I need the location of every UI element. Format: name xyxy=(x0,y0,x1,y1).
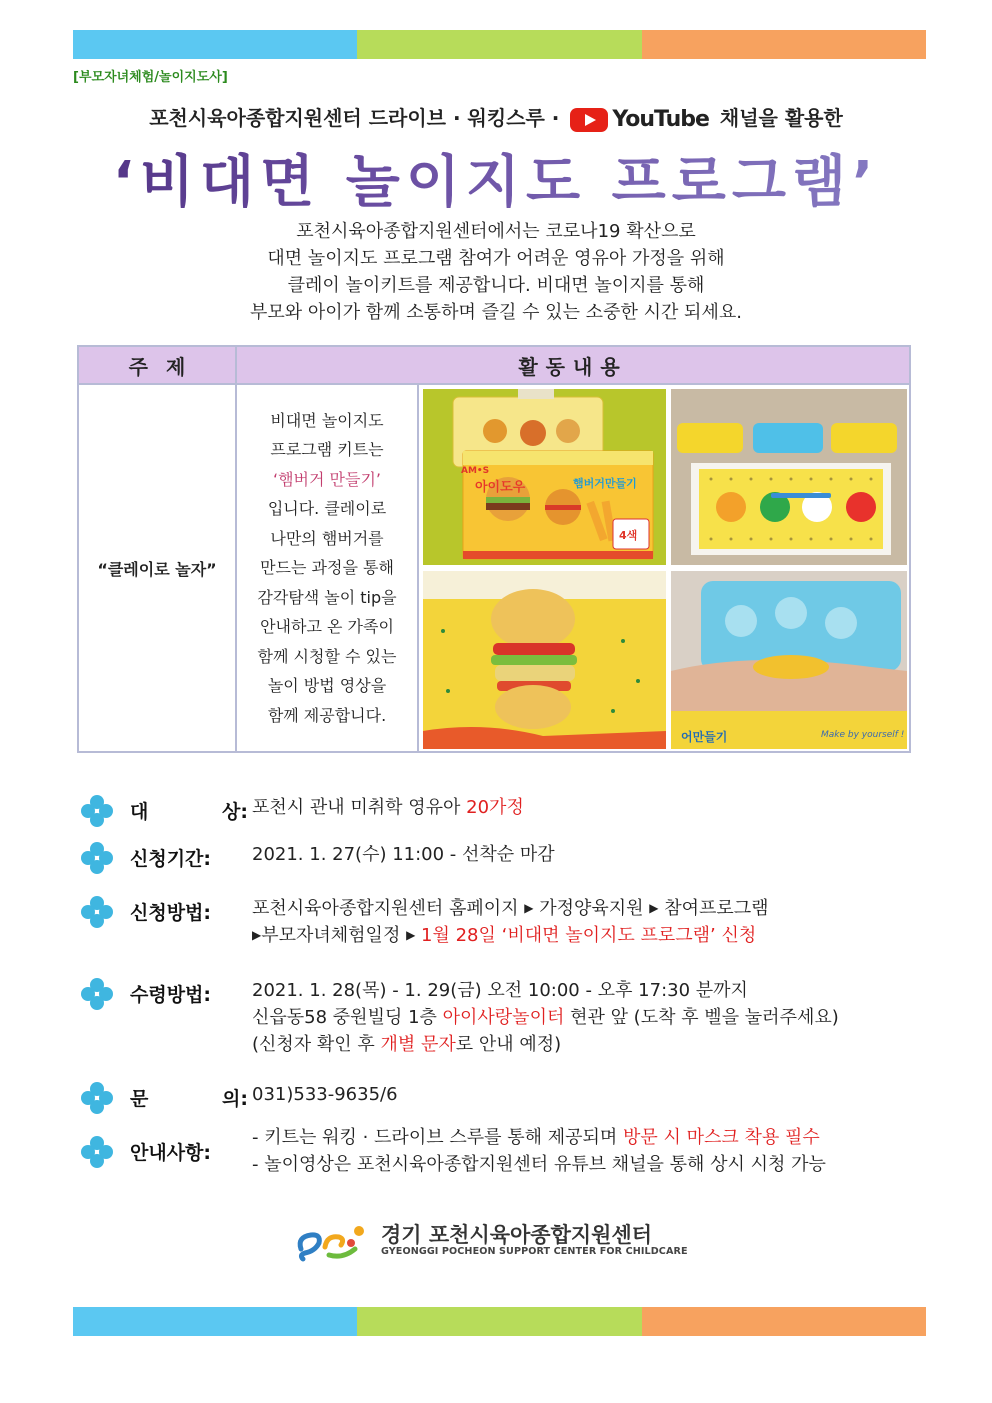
clover-icon xyxy=(80,895,114,929)
info-contact xyxy=(80,1084,920,1115)
kit-product-label: 햄버거만들기 xyxy=(573,477,637,490)
info-target xyxy=(80,797,920,828)
contact-label-a: 문 xyxy=(130,1088,149,1110)
info-notes xyxy=(80,1127,920,1178)
desc-line: 함께 제공합니다. xyxy=(267,705,387,725)
description-cell xyxy=(237,385,419,751)
target-value xyxy=(252,794,524,821)
method-step-home: 포천시육아종합지원센터 홈페이지 xyxy=(252,898,525,919)
method-step-apply: 1월 28일 ‘비대면 놀이지도 프로그램’ 신청 xyxy=(415,925,757,946)
info-period xyxy=(80,844,920,875)
desc-line: 놀이 방법 영상을 xyxy=(267,676,387,696)
receive-line-2 xyxy=(252,1004,839,1031)
method-line-2 xyxy=(252,922,769,949)
header-topic: 주제 xyxy=(79,347,237,383)
hand-mold-image xyxy=(671,571,907,749)
desc-line: 만드는 과정을 통해 xyxy=(260,558,394,578)
notes-label: 안내사항: xyxy=(130,1142,212,1164)
desc-line-highlight: ‘햄버거 만들기’ xyxy=(273,469,381,489)
notes-value xyxy=(252,1124,826,1178)
clover-icon xyxy=(80,1081,114,1115)
contact-value: 031)533-9635/6 xyxy=(252,1084,398,1105)
info-method xyxy=(80,898,920,949)
target-label xyxy=(130,797,248,824)
receive-line-3 xyxy=(252,1031,839,1058)
top-color-bar xyxy=(73,30,926,59)
receive-note-a: (신청자 확인 후 xyxy=(252,1034,381,1055)
method-value xyxy=(252,895,769,949)
kit-name-label: 아이도우 xyxy=(475,480,526,495)
topic-text: “클레이로 놀자” xyxy=(97,559,217,579)
clover-icon xyxy=(80,841,114,875)
clover-icon xyxy=(80,794,114,828)
receive-note-highlight: 개별 문자 xyxy=(380,1034,456,1055)
receive-label: 수령방법: xyxy=(130,984,212,1006)
receive-place-note: 현관 앞 (도착 후 벨을 눌러주세요) xyxy=(564,1007,839,1028)
info-receive xyxy=(80,980,920,1058)
bottom-color-bar xyxy=(73,1307,926,1336)
bottom-bar-green xyxy=(357,1307,641,1336)
desc-line: 나만의 햄버거를 xyxy=(270,528,384,548)
center-logo-english: GYEONGGI POCHEON SUPPORT CENTER FOR CHILDCARE xyxy=(381,1246,688,1257)
subtitle-before: 포천시육아종합지원센터 드라이브 · 워킹스루 · xyxy=(149,106,567,130)
method-line-1 xyxy=(252,895,769,922)
target-label-b: 상: xyxy=(222,801,248,823)
top-bar-orange xyxy=(642,30,926,59)
subtitle-after: 채널을 활용한 xyxy=(719,106,843,130)
header-activity: 활동내용 xyxy=(237,347,909,383)
bottom-bar-blue xyxy=(73,1307,357,1336)
desc-line: 안내하고 온 가족이 xyxy=(260,617,394,637)
description-text xyxy=(257,406,396,731)
intro-line: 포천시육아종합지원센터에서는 코로나19 확산으로 xyxy=(296,221,696,242)
intro-paragraph xyxy=(0,218,992,326)
clover-icon xyxy=(80,977,114,1011)
arrow-right-icon: ▶ xyxy=(406,928,416,942)
receive-place-highlight: 아이사랑놀이터 xyxy=(442,1007,565,1028)
contact-label xyxy=(130,1084,248,1111)
mold-caption-label: 어만들기 xyxy=(681,730,728,744)
center-logo-icon xyxy=(295,1219,375,1263)
receive-note-b: 로 안내 예정) xyxy=(455,1034,562,1055)
method-step-schedule: 부모자녀체험일정 xyxy=(261,925,407,946)
desc-line: 입니다. 클레이로 xyxy=(267,499,387,519)
notes-line-1 xyxy=(252,1124,826,1151)
youtube-logo xyxy=(570,107,709,132)
molds-board-image xyxy=(671,389,907,565)
intro-line: 대면 놀이지도 프로그램 참여가 어려운 영유아 가정을 위해 xyxy=(267,248,725,269)
topic-cell xyxy=(79,385,237,751)
target-value-text: 포천시 관내 미취학 영유아 xyxy=(252,797,467,818)
category-tag: [부모자녀체험/놀이지도사] xyxy=(73,70,228,85)
photo-hand-mold xyxy=(671,571,907,749)
youtube-play-icon xyxy=(570,108,608,132)
target-label-a: 대 xyxy=(130,801,149,823)
clover-icon xyxy=(80,1135,114,1169)
intro-line: 부모와 아이가 함께 소통하며 즐길 수 있는 소중한 시간 되세요. xyxy=(250,302,742,323)
photo-clay-burger xyxy=(423,571,666,749)
kit-brand-label: AM•S xyxy=(461,466,490,476)
kit-packaging-image xyxy=(423,389,666,565)
desc-line: 함께 시청할 수 있는 xyxy=(257,646,397,666)
period-value: 2021. 1. 27(수) 11:00 - 선착순 마감 xyxy=(252,844,555,865)
desc-line: 비대면 놀이지도 xyxy=(270,410,384,430)
method-step-parenting: 가정양육지원 xyxy=(533,898,650,919)
receive-value xyxy=(252,977,839,1058)
contact-label-b: 의: xyxy=(222,1088,248,1110)
method-label: 신청방법: xyxy=(130,902,212,924)
mold-slogan-label: Make by yourself ! xyxy=(821,730,905,740)
subtitle xyxy=(0,102,992,132)
top-bar-blue xyxy=(73,30,357,59)
clay-burger-image xyxy=(423,571,666,749)
desc-line: 감각탐색 놀이 tip을 xyxy=(257,587,397,607)
program-table xyxy=(77,345,911,753)
center-logo-name: 경기 포천시육아종합지원센터 xyxy=(381,1223,653,1247)
intro-line: 클레이 놀이키트를 제공합니다. 비대면 놀이지를 통해 xyxy=(287,275,705,296)
photo-kit-packaging xyxy=(423,389,666,565)
youtube-wordmark: YouTube xyxy=(612,107,709,132)
period-label: 신청기간: xyxy=(130,848,212,870)
main-title: ‘비대면 놀이지도 프로그램’ xyxy=(0,138,992,218)
notes-line-2: - 놀이영상은 포천시육아종합지원센터 유튜브 채널을 통해 상시 시청 가능 xyxy=(252,1154,826,1175)
photo-molds-board xyxy=(671,389,907,565)
receive-address: 신읍동58 중원빌딩 1층 xyxy=(252,1007,443,1028)
top-bar-green xyxy=(357,30,641,59)
center-logo xyxy=(295,1219,715,1263)
kit-colors-label: 4색 xyxy=(619,529,638,542)
arrow-right-icon: ▶ xyxy=(524,901,534,915)
method-step-programs: 참여프로그램 xyxy=(658,898,769,919)
arrow-right-icon: ▶ xyxy=(649,901,659,915)
target-value-highlight: 20가정 xyxy=(466,797,524,818)
notes-kit-text: - 키트는 워킹 · 드라이브 스루를 통해 제공되며 xyxy=(252,1127,623,1148)
receive-line-1: 2021. 1. 28(목) - 1. 29(금) 오전 10:00 - 오후 17:30 분까지 xyxy=(252,980,748,1001)
notes-mask-highlight: 방문 시 마스크 착용 필수 xyxy=(622,1127,820,1148)
bottom-bar-orange xyxy=(642,1307,926,1336)
arrow-right-icon: ▶ xyxy=(252,928,262,942)
desc-line: 프로그램 키트는 xyxy=(270,440,384,460)
